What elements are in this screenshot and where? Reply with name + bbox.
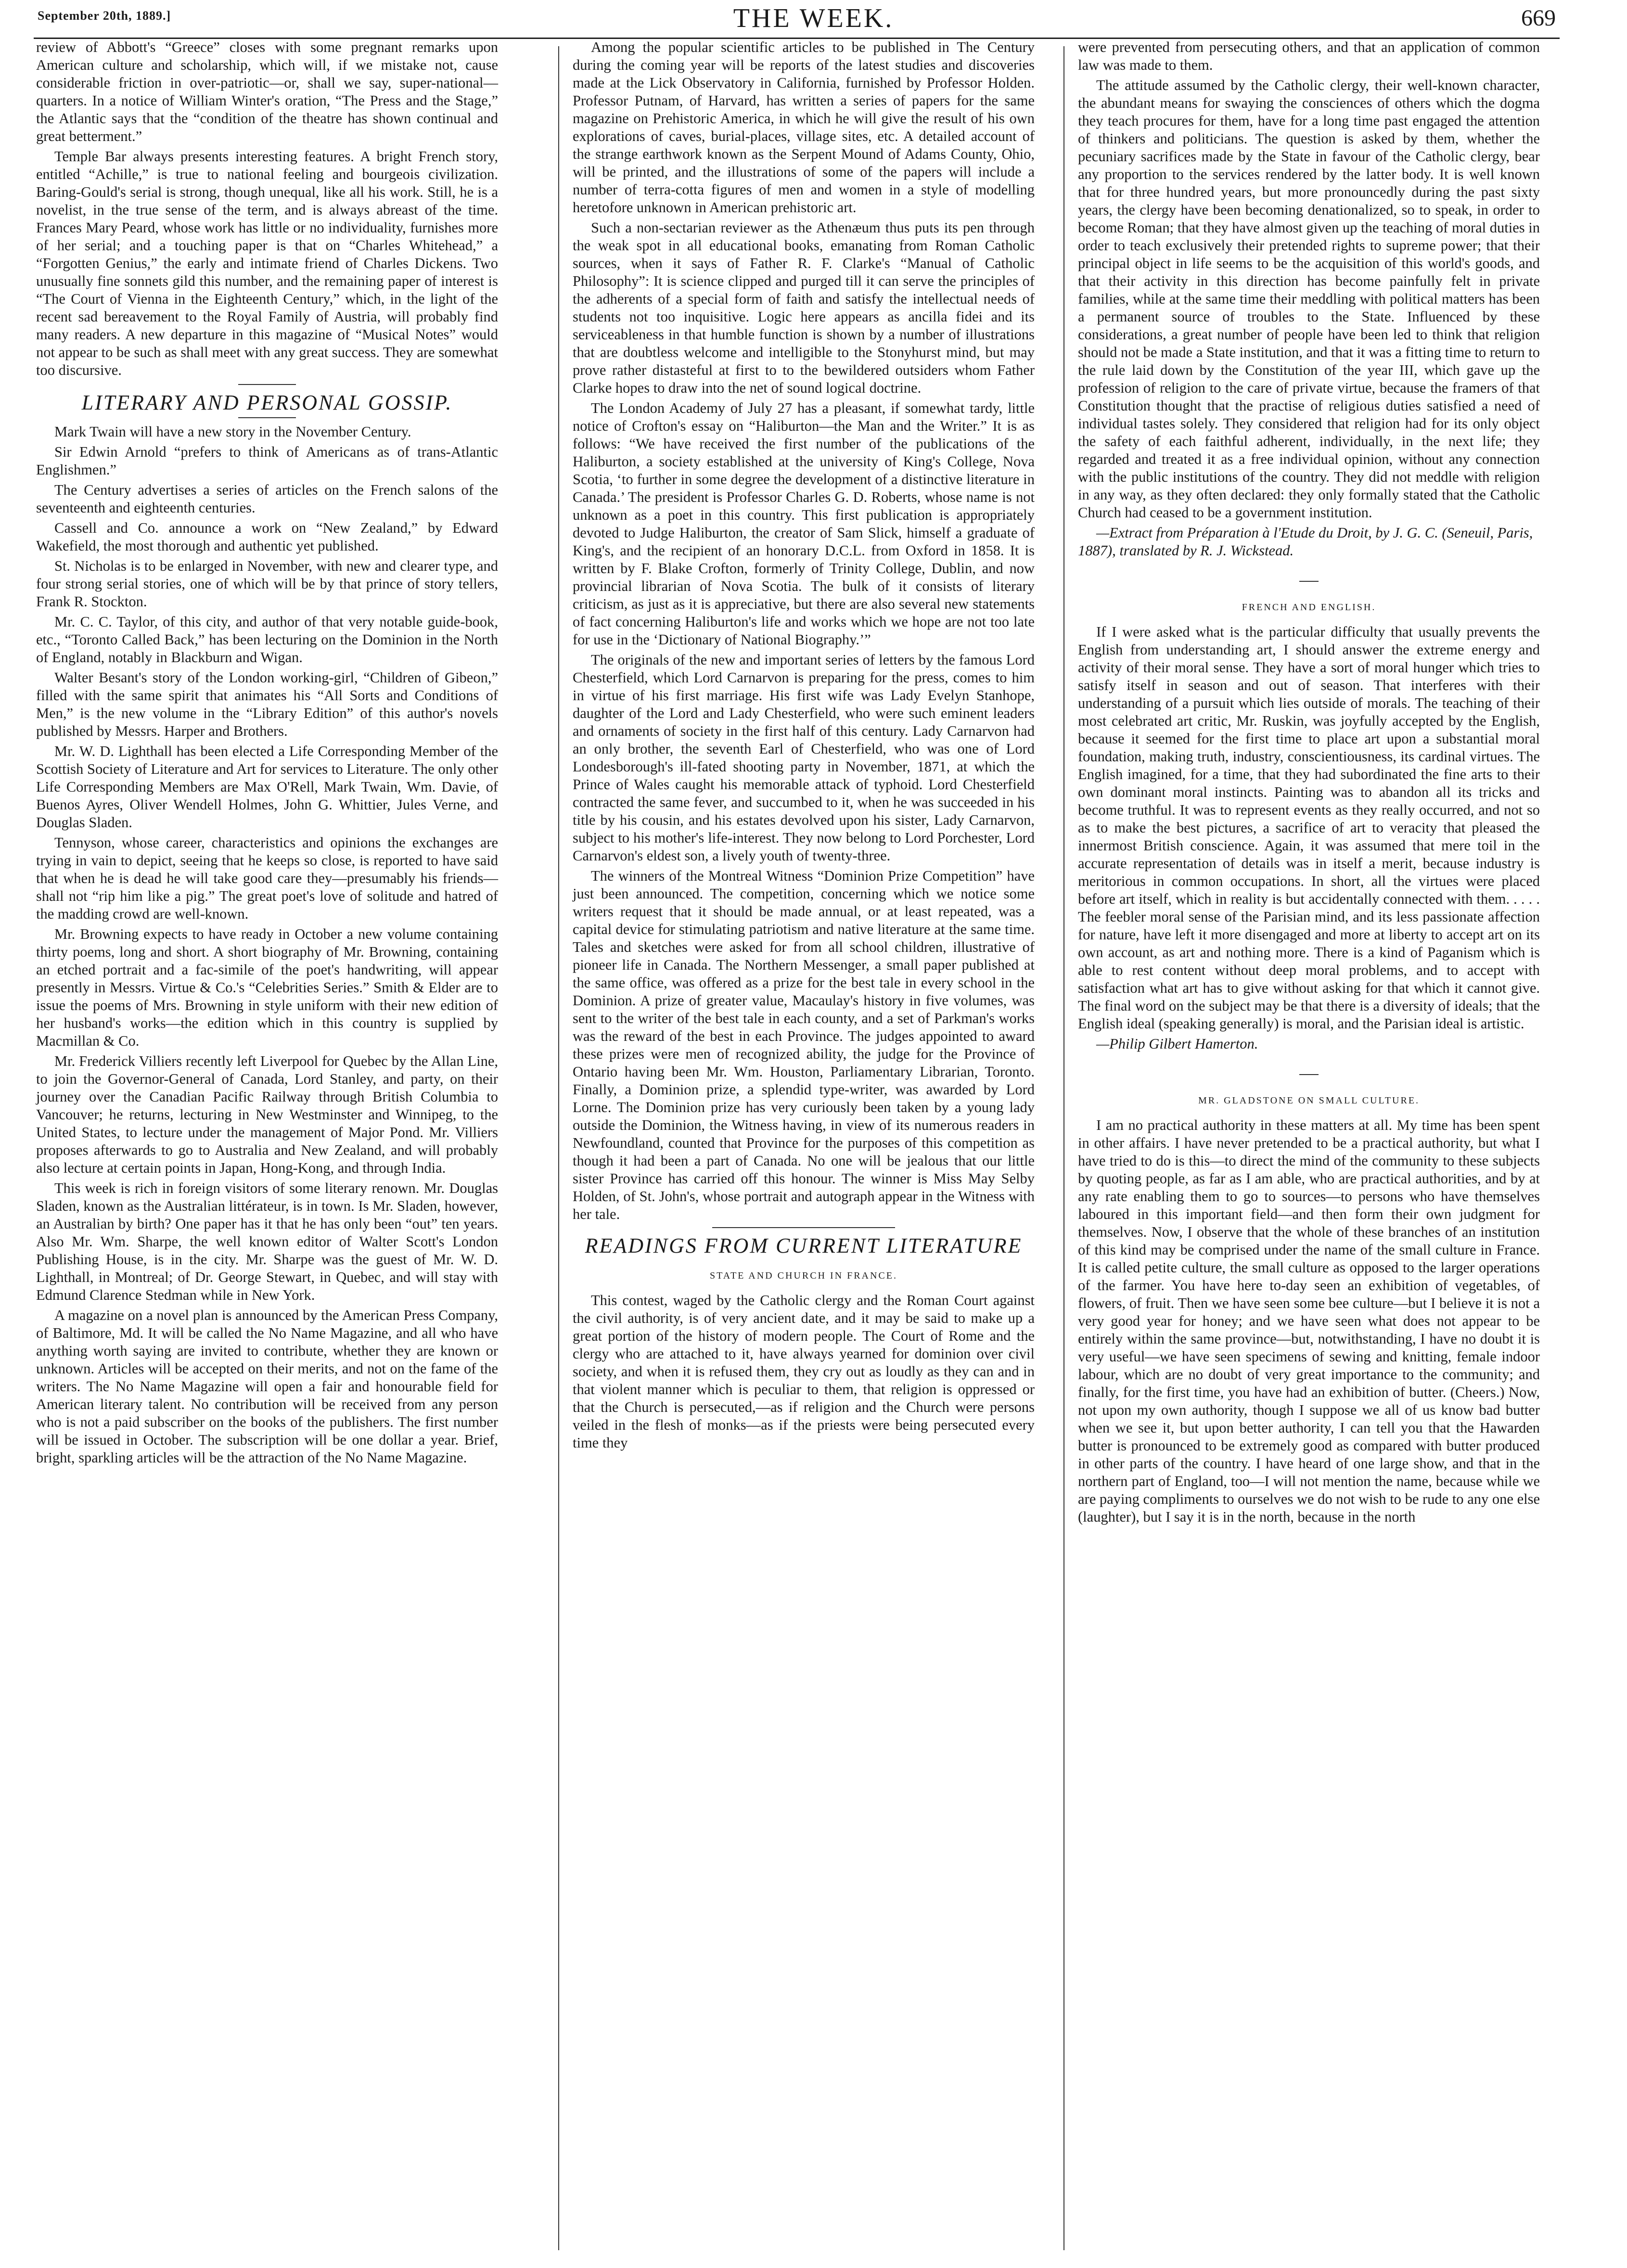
- gossip-item: Mr. Frederick Villiers recently left Liverpool for Quebec by the Allan Line, to join the Governor-General of Canada, Lord Stanley, and party, on their journey over the Canadian Pacific Railway through British Columbia to Vancouver; he returns, lecturing in New Westminster and Winnipeg, to the United States, to lecture under the management of Major Pond. Mr. Villiers proposes afterwards to go to Australia and New Zealand, and will probably also lecture at certain points in Japan, Hong-Kong, and through India.: [36, 1053, 498, 1176]
- paragraph: The attitude assumed by the Catholic clergy, their well-known character, the abundant means for swaying the consciences of others which the dogma they teach procures for them, have for a long time past engaged the attention of thinkers and politicians. The question is asked by them, whether the pecuniary sacrifices made by the State in favour of the Catholic clergy, bear any proportion to the services rendered by the latter body. It is well known that for three hundred years, but more pronouncedly during the past sixty years, the clergy have been becoming denationalized, so to speak, in order to become Roman; that they have almost given up the teaching of moral duties in order to teach exclusively their pretended rights to supreme power; that their principal object in life seems to be the acquisition of this world's goods, and that their activity in this direction has become painfully felt in private families, while at the same time their meddling with political matters has been a permanent source of troubles to the State. Influenced by these considerations, a great number of people have been led to think that religion should not be made a State institution, and that it was a fitting time to return to the rule laid down by the Constitution of the year III, which gave up the profession of religion to the care of private virtue, because the framers of that Constitution thought that the practise of religious duties satisfied a need of individual tastes solely. They considered that religion had for its only object the safety of each faithful adherent, individually, in the next life; they regarded and treated it as a free individual opinion, without any connection with the public institutions of the country. They did not meddle with religion in any way, as they often declared: they only formally stated that the Catholic Church had ceased to be a government institution.: [1078, 77, 1540, 521]
- gossip-item: Sir Edwin Arnold “prefers to think of Americans as of trans-Atlantic Englishmen.”: [36, 444, 498, 478]
- paragraph: review of Abbott's “Greece” closes with some pregnant remarks upon American culture and scholarship, which will, if we mistake not, cause considerable friction in over-patriotic—or, shall we say, super-national—quarters. In a notice of William Winter's oration, “The Press and the Stage,” the Atlantic says that the “condition of the theatre has shown continual and great betterment.”: [36, 39, 498, 144]
- column-divider: [1063, 46, 1064, 2250]
- gossip-item: Mark Twain will have a new story in the November Century.: [54, 423, 411, 440]
- paragraph: The originals of the new and important series of letters by the famous Lord Chesterfield, which Lord Carnarvon is preparing for the press, comes to him in virtue of his first marriage. His first wife was Lady Evelyn Stanhope, daughter of the Lord and Lady Chesterfield, who were such eminent leaders and ornaments of society in the first half of this century. Lady Carnarvon had an only brother, the seventh Earl of Chesterfield, who was one of Lord Londesborough's ill-fated shooting party in November, 1871, at which the Prince of Wales caught his memorable attack of typhoid. Lord Chesterfield contracted the same fever, and succumbed to it, when he was succeeded in his title by his cousin, and his estates devolved upon his sister, Lady Carnarvon, subject to his mother's life-interest. They now belong to Lord Porchester, Lord Carnarvon's eldest son, a lively youth of twenty-three.: [573, 652, 1035, 864]
- paragraph: The winners of the Montreal Witness “Dominion Prize Competition” have just been announced. The competition, concerning which we notice some writers request that it should be made annual, or at least repeated, was a capital device for stimulating patriotism and native literature at the same time. Tales and sketches were asked for from all school children, illustrative of pioneer life in Canada. The Northern Messenger, a small paper published at the same office, was offered as a prize for the best tale in every school in the Dominion. A prize of greater value, Macaulay's history in five volumes, was sent to the writer of the best tale in each county, and a set of Parkman's works was the reward of the best in each Province. The judges appointed to award these prizes were men of recognized ability, the judge for the Province of Ontario having been Mr. Wm. Houston, Parliamentary Librarian, Toronto. Finally, a Dominion prize, a splendid type-writer, was awarded by Lord Lorne. The Dominion prize has very curiously been taken by a young lady outside the Dominion, the Witness having, in view of its numerous readers in Newfoundland, counted that Province for the purposes of this competition as though it had been a part of Canada. No one will be jealous that our little sister Province has carried off this honour. The winner is Miss May Selby Holden, of St. John's, whose portrait and autograph appear in the Witness with her tale.: [573, 868, 1035, 1222]
- attribution: —Extract from Préparation à l'Etude du Droit, by J. G. C. (Seneuil, Paris, 1887), translated by R. J. Wickstead.: [1078, 525, 1533, 559]
- gossip-item: Mr. W. D. Lighthall has been elected a Life Corresponding Member of the Scottish Society of Literature and Art for services to Literature. The only other Life Corresponding Members are Max O'Rell, Mark Twain, Wm. Davie, of Buenos Ayres, Oliver Wendell Holmes, John G. Whittier, Jules Verne, and Douglas Sladen.: [36, 743, 498, 831]
- gossip-item: Tennyson, whose career, characteristics and opinions the exchanges are trying in vain to depict, seeing that he keeps so close, is reported to have said that when he is dead he will take good care they—presumably his friends—shall not “rip him like a pig.” The great poet's love of solitude and hatred of the madding crowd are well-known.: [36, 834, 498, 922]
- gossip-item: The Century advertises a series of articles on the French salons of the seventeenth and eighteenth centuries.: [36, 482, 498, 516]
- divider-rule: [712, 1227, 895, 1228]
- column-right: [1078, 38, 1540, 1528]
- gossip-item: This week is rich in foreign visitors of some literary renown. Mr. Douglas Sladen, known as the Australian littérateur, is in town. Is Mr. Sladen, however, an Australian by birth? One paper has it that he has only been “out” ten years. Also Mr. Wm. Sharpe, the well known editor of Walter Scott's London Publishing House, is in the city. Mr. Sharpe was the guest of Mr. W. D. Lighthall, in Montreal; of Dr. George Stewart, in Quebec, and will stay with Edmund Clarence Stedman while in New York.: [36, 1180, 498, 1303]
- gossip-item: A magazine on a novel plan is announced by the American Press Company, of Baltimore, Md. It will be called the No Name Magazine, and all who have anything worth saying are invited to contribute, whether they are known or unknown. Articles will be accepted on their merits, and not on the fame of the writers. The No Name Magazine will open a fair and honourable field for American literary talent. No contribution will be received from any person who is not a paid subscriber on the books of the publishers. The first number will be issued in October. The subscription will be one dollar a year. Brief, bright, sparkling articles will be the attraction of the No Name Magazine.: [36, 1307, 498, 1466]
- paragraph: I am no practical authority in these matters at all. My time has been spent in other affairs. I have never pretended to be a practical authority, but what I have tried to do is this—to direct the mind of the community to these subjects by quoting people, as far as I am able, who are practical authorities, and by at any rate enabling them to go to sources—to persons who have themselves laboured in this important field—and then form their own judgment for themselves. Now, I observe that the whole of these branches of an institution of this kind may be comprised under the name of the small culture in France. It is called petite culture, the small culture as opposed to the larger operations of the farmer. You have here to-day seen an exhibition of vegetables, of flowers, of fruit. Then we have seen some bee culture—but I believe it is not a very good year for honey; and we have seen what does not appear to be entirely within the same province—but, notwithstanding, I have no doubt it is very useful—we have seen specimens of sewing and knitting, female indoor labour, which are no doubt of very great importance to the community; and finally, for the first time, you have had an exhibition of butter. (Cheers.) Now, not upon my own authority, though I suppose we all of us know bad butter when we see it, but upon better authority, I can tell you that the Hawarden butter is pronounced to be extremely good as compared with butter produced in other parts of the country. I have heard of one large show, and that in the northern part of England, too—I will not mention the name, because while we are paying compliments to ourselves we do not wish to be rude to any one else (laughter), but I say it is in the north, because in the north: [1078, 1117, 1540, 1525]
- column-divider: [558, 46, 559, 2250]
- paragraph: This contest, waged by the Catholic clergy and the Roman Court against the civil authority, is of very ancient date, and it may be said to make up a great portion of the history of modern people. The Court of Rome and the clergy who are attached to it, have always yearned for dominion over civil society, and when it is refused them, they cry out as loudly as they can and in that violent manner which is peculiar to them, that religion is oppressed or that the Church is persecuted,—as if religion and the Church were persons veiled in the flesh of monks—as if the priests were being persecuted every time they: [573, 1292, 1035, 1451]
- article-heading: MR. GLADSTONE ON SMALL CULTURE.: [1198, 1095, 1420, 1106]
- paragraph: were prevented from persecuting others, and that an application of common law was made to them.: [1078, 39, 1540, 73]
- paragraph: The London Academy of July 27 has a pleasant, if somewhat tardy, little notice of Crofton's essay on “Haliburton—the Man and the Writer.” It is as follows: “We have received the first number of the publications of the Haliburton, a society established at the university of King's College, Nova Scotia, ‘to further in some degree the development of a distinctive literature in Canada.’ The president is Professor Charles G. D. Roberts, whose name is not unknown as a poet in this country. This first publication is appropriately devoted to Judge Haliburton, the creator of Sam Slick, himself a graduate of King's, and the recipient of an honorary D.C.L. from Oxford in 1858. It is written by F. Blake Crofton, formerly of Trinity College, Dublin, and now provincial librarian of Nova Scotia. The bulk of it consists of literary criticism, as just as it is appreciative, but there are also several new statements of fact concerning Haliburton's life and works which we hope are not too late for use in the ‘Dictionary of National Biography.’”: [573, 400, 1035, 648]
- issue-date: September 20th, 1889.]: [38, 9, 171, 23]
- divider-rule: [238, 417, 296, 418]
- article-heading: FRENCH AND ENGLISH.: [1242, 602, 1376, 613]
- gossip-item: Mr. C. C. Taylor, of this city, and author of that very notable guide-book, etc., “Toronto Called Back,” has been lecturing on the Dominion in the North of England, notably in Blackburn and Wigan.: [36, 614, 498, 666]
- section-heading: LITERARY AND PERSONAL GOSSIP.: [81, 391, 453, 414]
- gossip-item: Mr. Browning expects to have ready in October a new volume containing thirty poems, long and short. A short biography of Mr. Browning, containing an etched portrait and a fac-simile of the poet's handwriting, will appear presently in Messrs. Virtue & Co.'s “Celebrities Series.” Smith & Elder are to issue the poems of Mrs. Browning in style uniform with their new edition of her husband's works—the edition which in this country is supplied by Macmillan & Co.: [36, 926, 498, 1049]
- section-heading: READINGS FROM CURRENT LITERATURE: [585, 1234, 1023, 1257]
- divider-rule: [1078, 1062, 1540, 1079]
- article-heading: STATE AND CHURCH IN FRANCE.: [710, 1270, 897, 1281]
- paragraph: Among the popular scientific articles to be published in The Century during the coming year will be reports of the latest studies and discoveries made at the Lick Observatory in California, furnished by Professor Holden. Professor Putnam, of Harvard, has written a series of papers for the same magazine on Prehistoric America, in which he will give the result of his own explorations of caves, burial-places, village sites, etc. A detailed account of the strange earthwork known as the Serpent Mound of Adams County, Ohio, will be printed, and the illustrations of some of the papers will include a number of terra-cotta figures of men and women in a style of modelling heretofore unknown in American prehistoric art.: [573, 39, 1035, 216]
- gossip-item: Cassell and Co. announce a work on “New Zealand,” by Edward Wakefield, the most thorough and authentic yet published.: [36, 520, 498, 554]
- paragraph: Temple Bar always presents interesting features. A bright French story, entitled “Achille,” is true to national feeling and bourgeois civilization. Baring-Gould's serial is strong, though unequal, like all his work. Still, he is a novelist, in the true sense of the term, and is always abreast of the time. Frances Mary Peard, whose work has little or no individuality, furnishes more of her serial; and a touching paper is that on “Charles Whitehead,” a “Forgotten Genius,” the early and intimate friend of Charles Dickens. Two unusually fine sonnets gild this number, and the remaining paper of interest is “The Court of Vienna in the Eighteenth Century,” which, in the light of the recent sad bereavement to the Royal Family of Austria, will probably find many readers. A new departure in this magazine of “Musical Notes” would not appear to be such as shall meet with any great success. They are somewhat too discursive.: [36, 148, 498, 378]
- divider-rule: [238, 384, 296, 385]
- gossip-item: St. Nicholas is to be enlarged in November, with new and clearer type, and four strong serial stories, one of which will be by that prince of story tellers, Frank R. Stockton.: [36, 558, 498, 610]
- signature: —Philip Gilbert Hamerton.: [1096, 1036, 1258, 1052]
- page-number: 669: [1521, 5, 1556, 31]
- column-middle: [573, 38, 1035, 1454]
- column-left: [36, 38, 498, 1469]
- masthead-title: THE WEEK.: [733, 3, 894, 33]
- divider-rule: [1078, 568, 1540, 586]
- paragraph: Such a non-sectarian reviewer as the Athenæum thus puts its pen through the weak spot in all educational books, emanating from Roman Catholic sources, when it says of Father R. F. Clarke's “Manual of Catholic Philosophy”: It is science clipped and purged till it can serve the principles of the adherents of a special form of faith and satisfy the intellectual needs of students not too inquisitive. Logic here appears as ancilla fidei and its serviceableness in that humble function is shown by a number of illustrations that are doubtless welcome and intelligible to the Stonyhurst mind, but may prove rather distasteful at first to to the bewildered outsiders whom Father Clarke hopes to draw into the net of sound logical doctrine.: [573, 219, 1035, 396]
- gossip-item: Walter Besant's story of the London working-girl, “Children of Gibeon,” filled with the same spirit that animates his “All Sorts and Conditions of Men,” is the new volume in the “Library Edition” of this author's novels published by Messrs. Harper and Brothers.: [36, 669, 498, 739]
- paragraph: If I were asked what is the particular difficulty that usually prevents the English from understanding art, I should answer the extreme energy and activity of their moral sense. They have a sort of moral hunger which tries to satisfy itself in season and out of season. That interferes with their understanding of a pursuit which lies outside of morals. The teaching of their most celebrated art critic, Mr. Ruskin, was joyfully accepted by the English, because it seemed for the first time to place art upon a substantial moral foundation, making truth, industry, conscientiousness, its cardinal virtues. The English imagined, for a time, that they had subordinated the fine arts to their own dominant moral instincts. Painting was to abandon all its tricks and become truthful. It was to represent events as they really occurred, and not so as to make the best pictures, a sacrifice of art to veracity that pleased the innermost British conscience. Again, it was assumed that mere toil in the accurate representation of details was in itself a merit, because industry is meritorious in common occupations. In short, all the virtues were placed before art itself, which in reality is but accidentally connected with them. . . . . The feebler moral sense of the Parisian mind, and its less passionate affection for nature, have left it more disengaged and more at liberty to accept art on its own account, as art and nothing more. There is a kind of Paganism which is able to rest content without deep moral problems, and to accept with satisfaction what art has to give without asking for that which it cannot give. The final word on the subject may be that there is a diversity of ideals; that the English ideal (speaking generally) is moral, and the Parisian ideal is artistic.: [1078, 624, 1540, 1032]
